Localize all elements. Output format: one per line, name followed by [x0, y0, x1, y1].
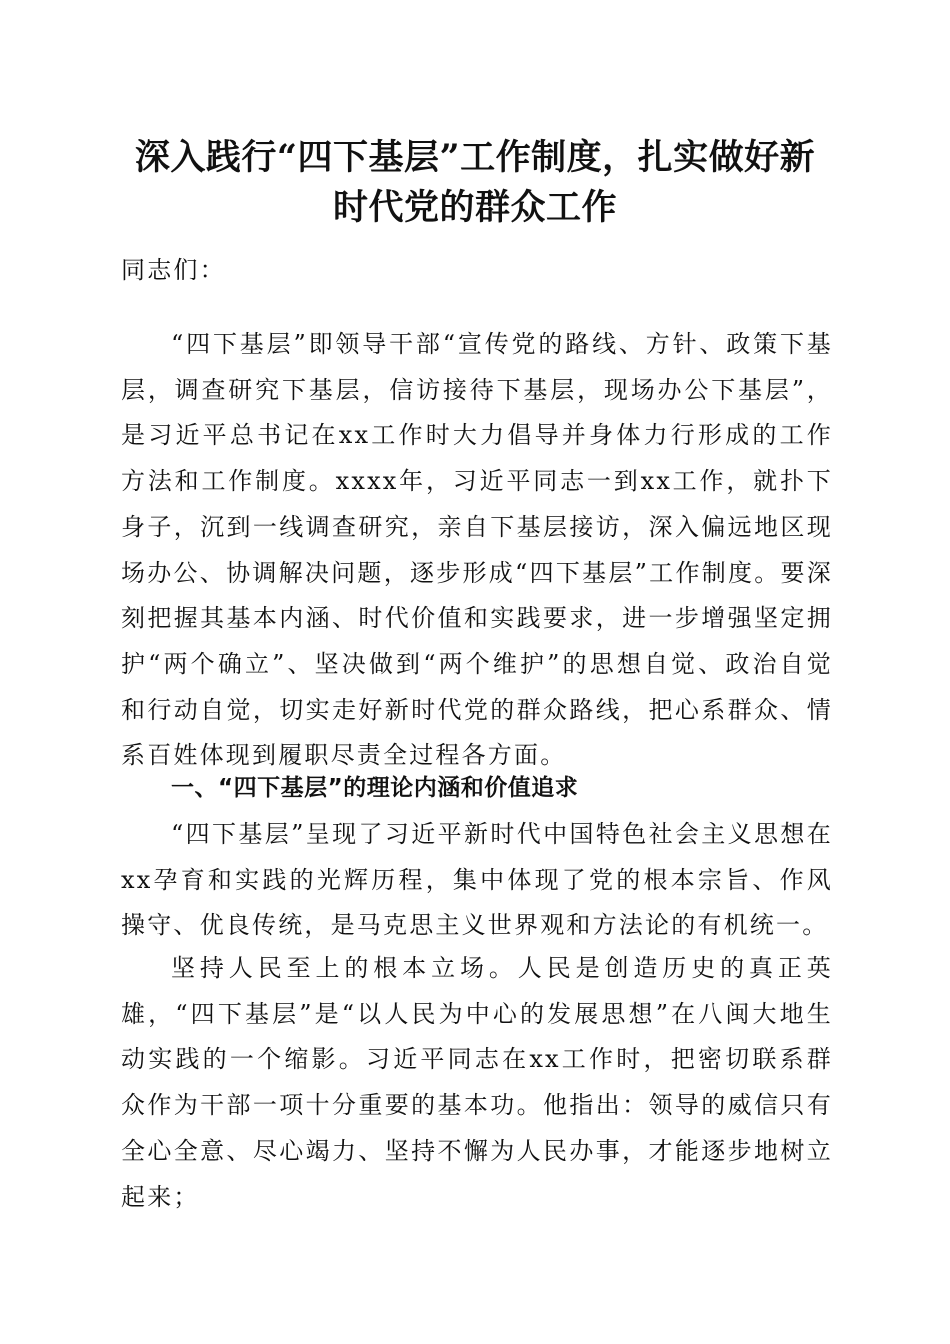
- document-title-line-1: 深入践行“四下基层”工作制度，扎实做好新: [134, 137, 816, 178]
- salutation: 同志们：: [121, 256, 226, 284]
- body-paragraph-intro: “四下基层”即领导干部“宣传党的路线、方针、政策下基层，调查研究下基层，信访接待下基层，现场办公下基层”，是习近平总书记在xx工作时大力倡导并身体力行形成的工作方法和工作制度。xxxx年，习近平同志一到xx工作，就扑下身子，沉到一线调查研究，亲自下基层接访，深入偏远地区现场办公、协调解决问题，逐步形成“四下基层”工作制度。要深刻把握其基本内涵、时代价值和实践要求，进一步增强坚定拥护“两个确立”、坚决做到“两个维护”的思想自觉、政治自觉和行动自觉，切实走好新时代党的群众路线，把心系群众、情系百姓体现到履职尽责全过程各方面。: [121, 330, 833, 770]
- document-title-line-2: 时代党的群众工作: [332, 187, 617, 228]
- body-paragraph-people-first: 坚持人民至上的根本立场。人民是创造历史的真正英雄，“四下基层”是“以人民为中心的发展思想”在八闽大地生动实践的一个缩影。习近平同志在xx工作时，把密切联系群众作为干部一项十分重要的基本功。他指出：领导的威信只有全心全意、尽心竭力、坚持不懈为人民办事，才能逐步地树立起来；: [121, 954, 833, 1211]
- body-paragraph-section-1: “四下基层”呈现了习近平新时代中国特色社会主义思想在xx孕育和实践的光辉历程，集中体现了党的根本宗旨、作风操守、优良传统，是马克思主义世界观和方法论的有机统一。: [121, 820, 833, 940]
- document-title: [110, 133, 840, 233]
- section-heading-1: 一、“四下基层”的理论内涵和价值追求: [171, 775, 579, 801]
